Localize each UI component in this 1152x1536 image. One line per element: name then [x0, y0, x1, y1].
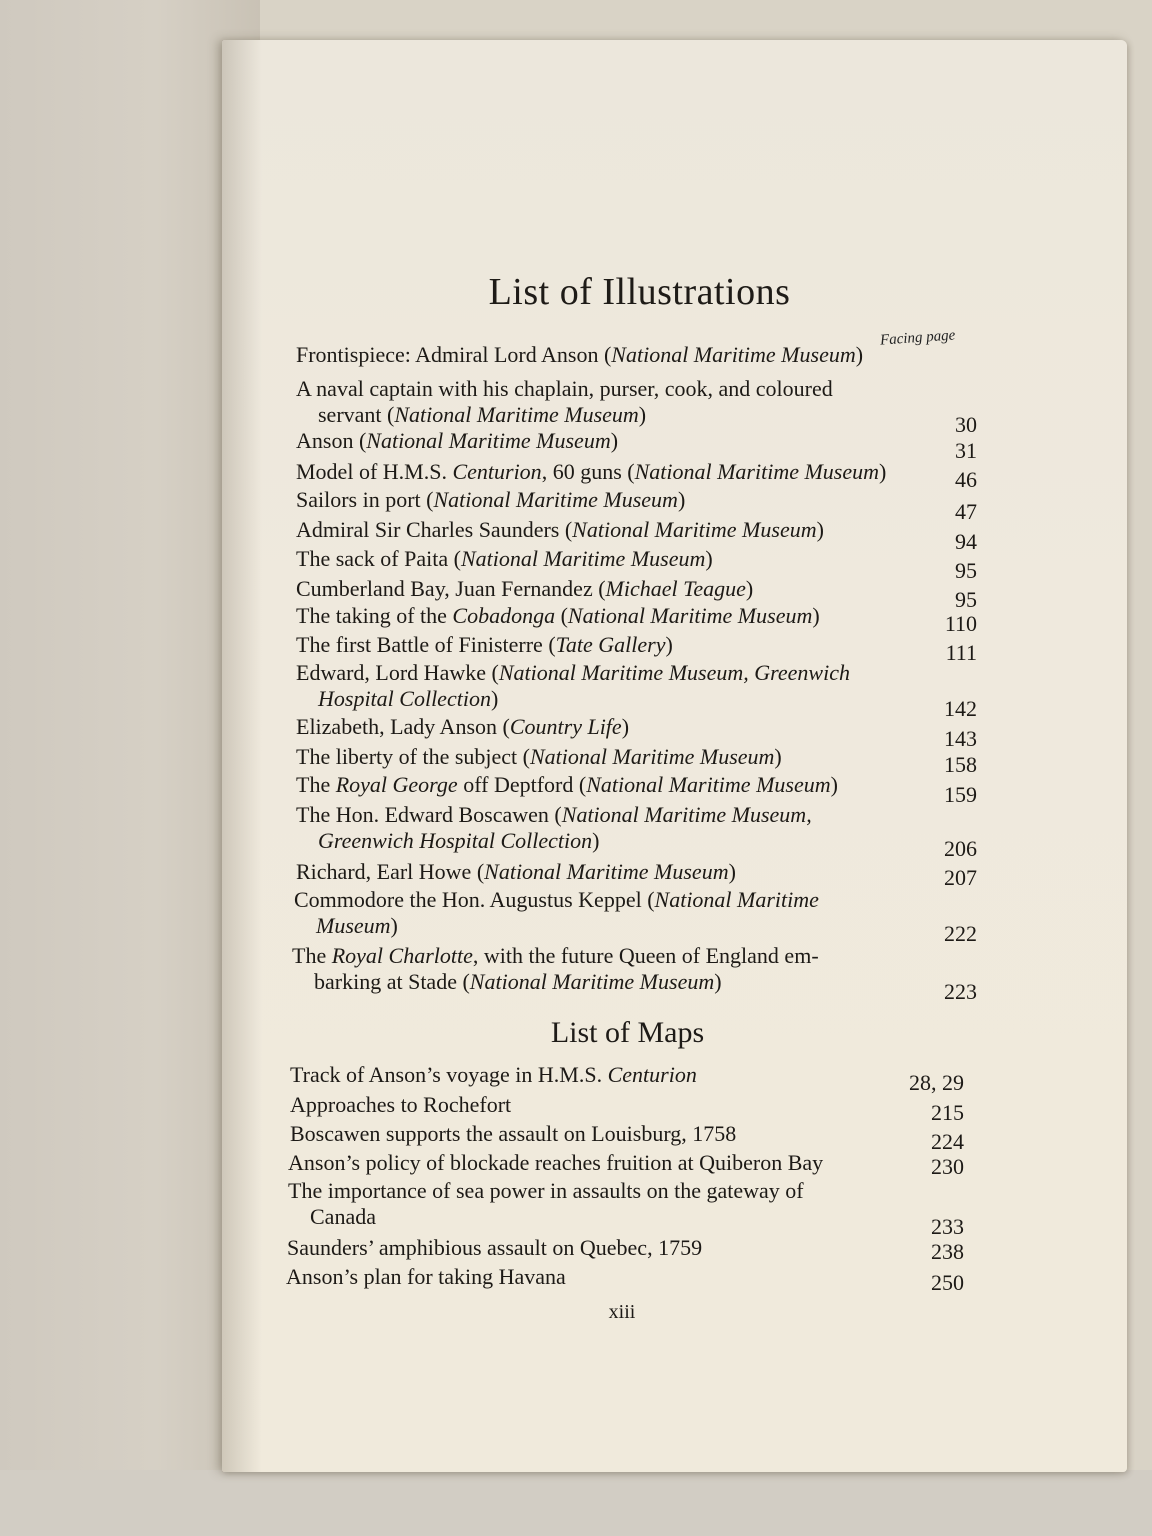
list-item: The Royal Charlotte, with the future Queen of England em- barking at Stade (National Maritime Museum) 223	[292, 943, 977, 1004]
list-item: Anson (National Maritime Museum) 31	[296, 428, 977, 463]
illustrations-heading: List of Illustrations	[488, 271, 791, 313]
list-item: The Hon. Edward Boscawen (National Maritime Museum, Greenwich Hospital Collection) 206	[296, 802, 977, 861]
list-item: Anson’s plan for taking Havana 250	[286, 1264, 964, 1295]
list-item: Track of Anson’s voyage in H.M.S. Centurion 28, 29	[290, 1062, 964, 1095]
list-item: A naval captain with his chaplain, purser, cook, and coloured servant (National Maritime Museum) 30	[296, 376, 977, 437]
facing-page-label: Facing page	[879, 327, 956, 349]
list-item: Commodore the Hon. Augustus Keppel (National Maritime Museum) 222	[294, 887, 977, 946]
list-item: The sack of Paita (National Maritime Museum) 95	[296, 546, 977, 583]
list-item: Approaches to Rochefort 215	[290, 1092, 964, 1125]
list-item: Anson’s policy of blockade reaches fruition at Quiberon Bay 230	[288, 1150, 964, 1179]
list-item: Sailors in port (National Maritime Museum) 47	[296, 487, 977, 524]
list-item: The Royal George off Deptford (National Maritime Museum) 159	[296, 772, 977, 807]
list-item: Boscawen supports the assault on Louisburg, 1758 224	[290, 1121, 964, 1154]
list-item: The first Battle of Finisterre (Tate Gallery) 111	[296, 632, 977, 665]
list-item: The taking of the Cobadonga (National Maritime Museum) 110	[296, 603, 977, 636]
maps-heading: List of Maps	[550, 1016, 705, 1049]
list-item: Richard, Earl Howe (National Maritime Museum) 207	[296, 859, 977, 890]
list-item: Frontispiece: Admiral Lord Anson (National Maritime Museum)	[296, 342, 864, 367]
list-item: Cumberland Bay, Juan Fernandez (Michael Teague) 95	[296, 576, 977, 612]
list-item: Elizabeth, Lady Anson (Country Life) 143	[296, 714, 977, 751]
list-item: The liberty of the subject (National Maritime Museum) 158	[296, 744, 977, 777]
list-item: The importance of sea power in assaults on the gateway of Canada 233	[288, 1178, 964, 1239]
list-item: Edward, Lord Hawke (National Maritime Museum, Greenwich Hospital Collection) 142	[296, 660, 977, 721]
list-item: Admiral Sir Charles Saunders (National Maritime Museum) 94	[296, 517, 977, 554]
list-item: Model of H.M.S. Centurion, 60 guns (National Maritime Museum) 46	[296, 459, 977, 492]
table-surface	[0, 1470, 1152, 1536]
page-number: xiii	[608, 1301, 636, 1323]
list-item: Saunders’ amphibious assault on Quebec, 1759 238	[287, 1235, 964, 1264]
